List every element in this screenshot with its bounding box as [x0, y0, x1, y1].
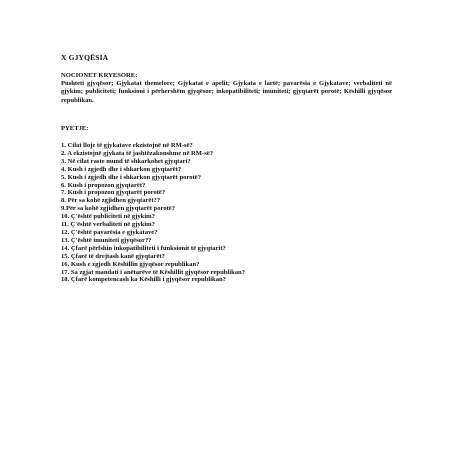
chapter-title: X GJYQËSIA [61, 53, 109, 62]
question-item: 13. Ç'është imuniteti gjyqësor?? [61, 236, 152, 244]
question-item: 12. Ç'është pavarësia e gjykatave? [61, 228, 158, 236]
question-item: 4. Kush i zgjedh dhe i shkarkon gjyqtarët? [61, 165, 182, 173]
questions-heading: PYETJE: [61, 125, 89, 132]
question-item: 8. Për sa kohë zgjidhen gjyqtarët?? [61, 197, 161, 205]
question-item: 11. Ç'është verbaliteti në gjykim? [61, 221, 155, 229]
question-item: 6. Kush i propozon gjyqtarët? [61, 181, 146, 189]
question-item: 10. Ç'është publiciteti në gjykim? [61, 213, 155, 221]
question-item: 14. Çfarë përfshin inkopatibiliteti i funksionit të gjyqtarit? [61, 244, 226, 252]
question-item: 15. Çfarë të drejtash kanë gjyqtarët? [61, 252, 165, 260]
question-item: 18. Çfarë kompetencash ka Këshilli i gjyqësor republikan? [61, 276, 226, 284]
question-item: 3. Në cilat raste mund të shkarkohet gjyqtari? [61, 157, 191, 165]
concepts-paragraph: Pushteti gjyqësor; Gjykatat themelore; Gjykatat e apelit; Gjykata e lartë; pavarësia e Gjykatave; verbaliteti në gjykim; publiciteti; funksioni i përhershëm gjyqësor; inkopatibiliteti; imuniteti; gjyqtarët porotë; Këshilli gjyqësor republikan. [61, 80, 392, 104]
concepts-heading: NOCIONET KRYESORE: [61, 72, 138, 79]
question-item: 5. Kush i zgjedh dhe i shkarkon gjyqtarët porotë? [61, 173, 202, 181]
question-item: 7. Kush i propozon gjyqtarët porotë? [61, 189, 166, 197]
question-item: 2. A ekzistojnë gjykata të jashtëzakonshme në RM-së? [61, 149, 214, 157]
question-item: 16. Kush e zgjedh Këshillin gjyqësor republikan? [61, 260, 200, 268]
question-item: 17. Sa zgjat mandati i anëtarëve të Këshillit gjyqësor republikan? [61, 268, 246, 276]
question-item: 1. Cilat lloje të gjykatave ekzistojnë në RM-së? [61, 142, 193, 149]
questions-list [61, 142, 401, 284]
question-item: 9.Për sa kohë zgjidhen gjyqtarët porotë? [61, 205, 176, 213]
